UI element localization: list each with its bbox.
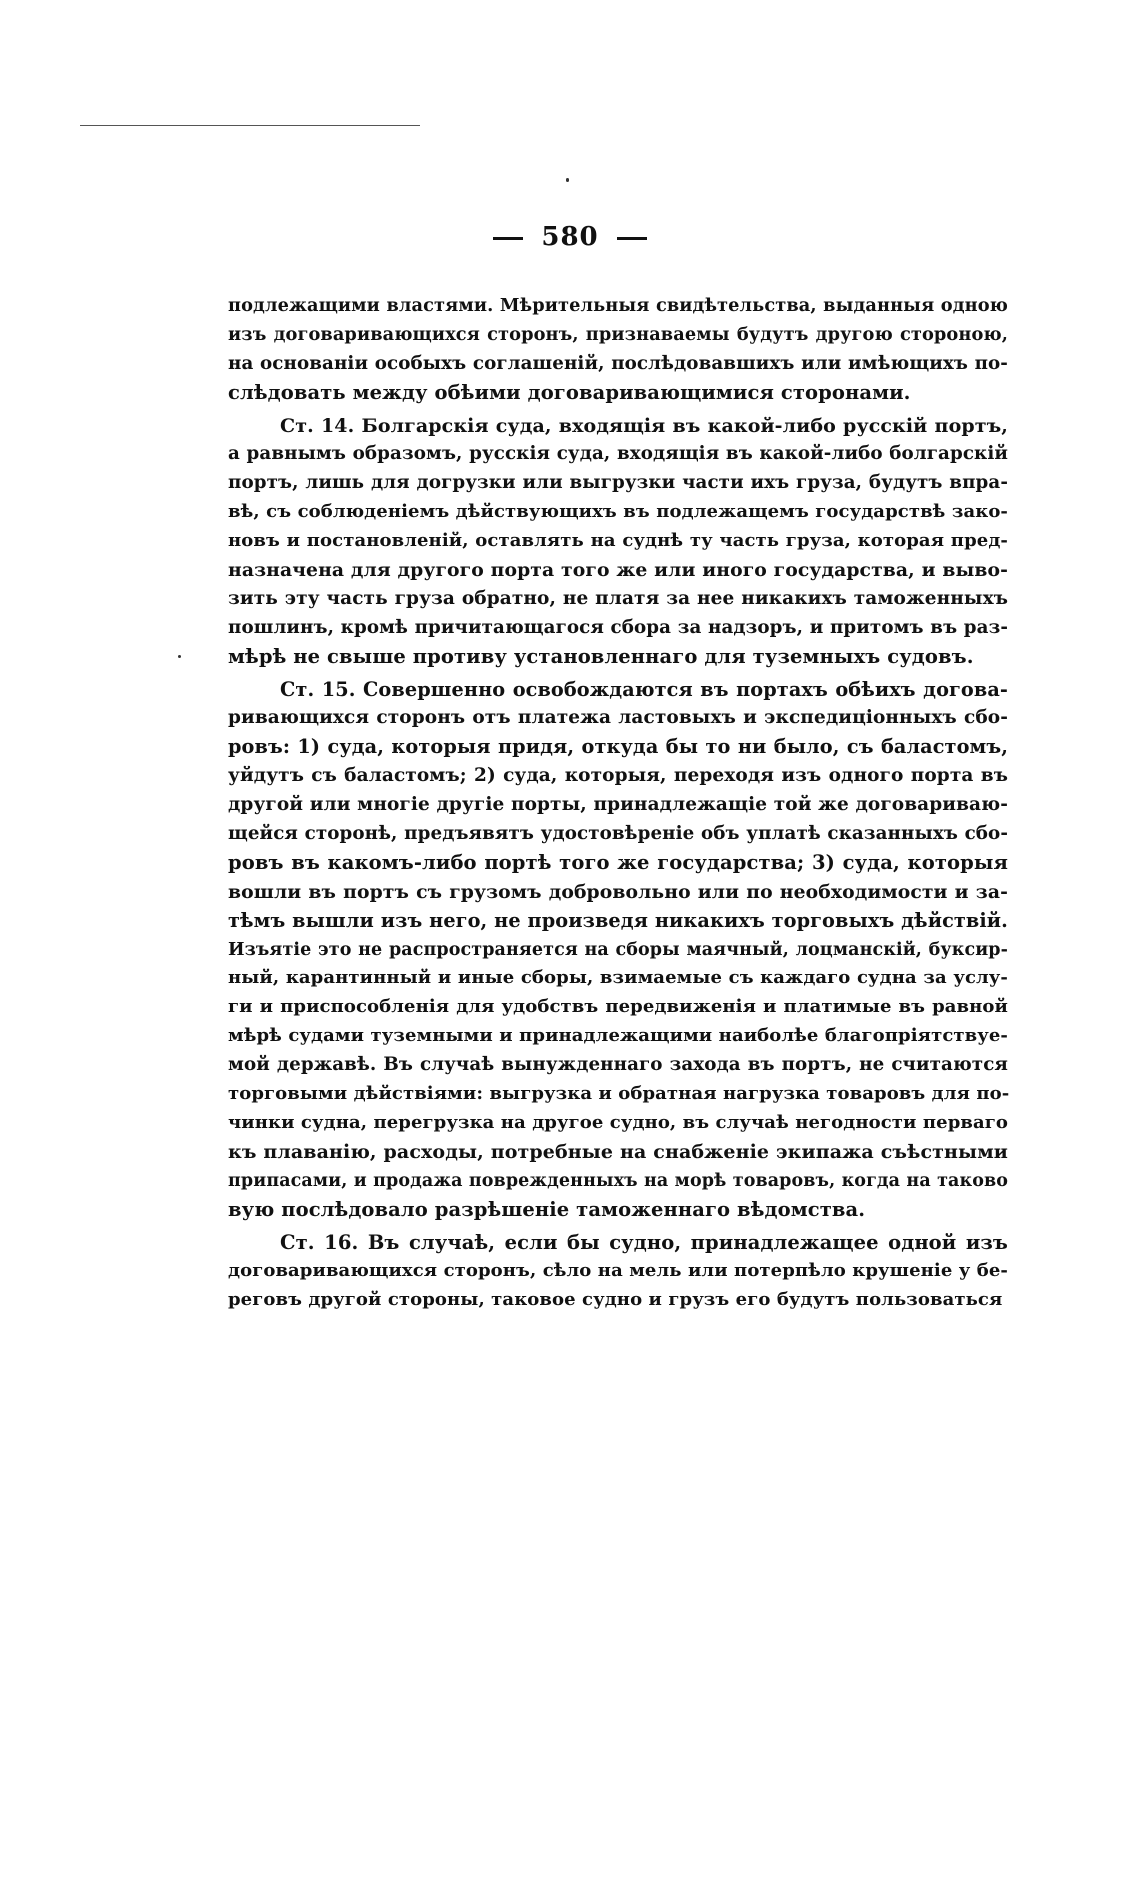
text-line: Ст. 16. Въ случаѣ, если бы судно, принадлежащее одной изъ [280,1230,1008,1254]
text-line: мѣрѣ не свыше противу установленнаго для туземныхъ судовъ. [228,644,974,668]
text-line: на основаніи особыхъ соглашеній, послѣдовавшихъ или имѣющихъ по- [228,352,1008,374]
text-line: другой или многіе другіе порты, принадлежащіе той же договариваю- [228,794,1008,816]
text-line: договаривающихся сторонъ, сѣло на мель или потерпѣло крушеніе у бе- [228,1260,1008,1282]
text-line: Ст. 14. Болгарскія суда, входящія въ какой-либо русскій портъ, [280,414,1008,437]
text-line: мой державѣ. Въ случаѣ вынужденнаго захода въ портъ, не считаются [228,1054,1008,1076]
text-line: ги и приспособленія для удобствъ передвиженія и платимые въ равной [228,996,1008,1018]
text-line: пошлинъ, кромѣ причитающагося сбора за надзоръ, и притомъ въ раз- [228,616,1008,638]
text-line: вую послѣдовало разрѣшеніе таможеннаго вѣдомства. [228,1197,866,1221]
text-line: слѣдовать между обѣими договаривающимися сторонами. [228,380,911,404]
text-line: реговъ другой стороны, таковое судно и грузъ его будутъ пользоваться [228,1289,1003,1311]
text-line: ривающихся сторонъ отъ платежа ластовыхъ и экспедиціонныхъ сбо- [228,707,1008,729]
text-line: щейся сторонѣ, предъявятъ удостовѣреніе объ уплатѣ сказанныхъ сбо- [228,823,1008,845]
text-line: новъ и постановленій, оставлять на суднѣ ту часть груза, которая пред- [228,530,1008,552]
paragraph [228,1229,1008,1316]
ink-speck [178,655,181,658]
top-rule [80,125,420,126]
text-line: а равнымъ образомъ, русскія суда, входящія въ какой-либо болгарскій [228,443,1008,465]
text-line: чинки судна, перегрузка на другое судно, въ случаѣ негодности перваго [228,1111,1008,1133]
header-dash-right [617,237,647,240]
page-number: 580 [541,222,599,252]
body-text [228,292,1008,1315]
paragraph [228,292,1008,408]
ink-speck [566,178,569,182]
text-line: вѣ, съ соблюденіемъ дѣйствующихъ въ подлежащемъ государствѣ зако- [228,501,1008,523]
text-line: зить эту часть груза обратно, не платя за нее никакихъ таможенныхъ [228,587,1008,609]
header-dash-left [493,237,523,240]
text-line: портъ, лишь для догрузки или выгрузки части ихъ груза, будутъ впра- [228,472,1008,494]
text-line: мѣрѣ судами туземными и принадлежащими наиболѣе благопріятствуе- [228,1025,1008,1047]
paragraph [228,676,1008,1225]
text-line: тѣмъ вышли изъ него, не произведя никакихъ торговыхъ дѣйствій. [228,908,1008,932]
text-line: припасами, и продажа поврежденныхъ на морѣ товаровъ, когда на таково [228,1170,1008,1191]
text-line: вошли въ портъ съ грузомъ добровольно или по необходимости и за- [228,880,1008,903]
text-line: Изъятіе это не распространяется на сборы маячный, лоцманскій, буксир- [228,939,1008,960]
text-line: уйдутъ съ баластомъ; 2) суда, которыя, переходя изъ одного порта въ [228,765,1008,787]
page-header [0,222,1140,252]
text-line: ровъ въ какомъ-либо портѣ того же государства; 3) суда, которыя [228,850,1008,874]
text-line: ровъ: 1) суда, которыя придя, откуда бы то ни было, съ баластомъ, [228,735,1008,759]
text-line: подлежащими властями. Мѣрительныя свидѣтельства, выданныя одною [228,295,1008,316]
text-line: изъ договаривающихся сторонъ, признаваемы будутъ другою стороною, [228,323,1008,345]
text-line: торговыми дѣйствіями: выгрузка и обратная нагрузка товаровъ для по- [228,1083,1010,1105]
paragraph [228,412,1008,672]
text-line: къ плаванію, расходы, потребные на снабженіе экипажа съѣстными [228,1140,1008,1163]
text-line: назначена для другого порта того же или иного государства, и выво- [228,559,1008,582]
text-line: Ст. 15. Совершенно освобождаются въ портахъ обѣихъ догова- [280,677,1008,701]
text-line: ный, карантинный и иные сборы, взимаемые съ каждаго судна за услу- [228,967,1008,989]
